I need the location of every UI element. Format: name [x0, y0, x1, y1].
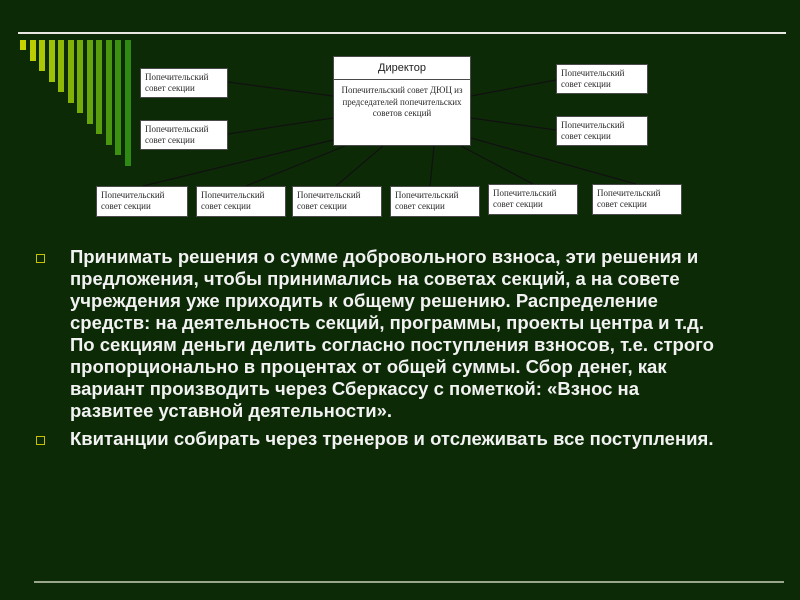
- section-council-box: Попечительский совет секции: [140, 120, 228, 150]
- connector-line: [228, 118, 333, 134]
- section-council-box: Попечительский совет секции: [292, 186, 382, 217]
- square-bullet-icon: [36, 254, 45, 263]
- director-council-text: Попечительский совет ДЮЦ из председателей попечительских советов секций: [341, 85, 463, 118]
- section-council-box: Попечительский совет секции: [390, 186, 480, 217]
- section-council-box: Попечительский совет секции: [556, 64, 648, 94]
- bullet-list: [36, 246, 726, 456]
- section-council-box: Попечительский совет секции: [96, 186, 188, 217]
- section-council-box: Попечительский совет секции: [488, 184, 578, 215]
- bullet-item: [36, 246, 726, 422]
- section-council-box: Попечительский совет секции: [592, 184, 682, 215]
- connector-line: [228, 82, 333, 96]
- bullet-text: Квитанции собирать через тренеров и отслеживать все поступления.: [70, 428, 714, 449]
- square-bullet-icon: [36, 436, 45, 445]
- section-council-box: Попечительский совет секции: [556, 116, 648, 146]
- bullet-text: Принимать решения о сумме добровольного взноса, эти решения и предложения, чтобы принимались на советах секций, а на совете учреждения уже приходить к общему решению. Распределение средств: на деятельность секций, программы, проекты центра и т.д. По секциям деньги делить согласно поступления взносов, т.е. строго пропорционально в процентах от общей суммы. Сбор денег, как вариант производить через Сберкассу с пометкой: «Взнос на развитее уставной деятельности».: [70, 246, 714, 421]
- bullet-item: [36, 428, 726, 450]
- connector-line: [471, 118, 556, 130]
- connector-line: [246, 146, 345, 186]
- director-title: Директор: [334, 57, 470, 80]
- section-council-box: Попечительский совет секции: [140, 68, 228, 98]
- director-box: [333, 56, 471, 146]
- connector-line: [430, 146, 434, 186]
- section-council-box: Попечительский совет секции: [196, 186, 286, 217]
- connector-line: [471, 80, 556, 96]
- connector-line: [336, 146, 383, 186]
- bottom-divider-line: [34, 581, 784, 583]
